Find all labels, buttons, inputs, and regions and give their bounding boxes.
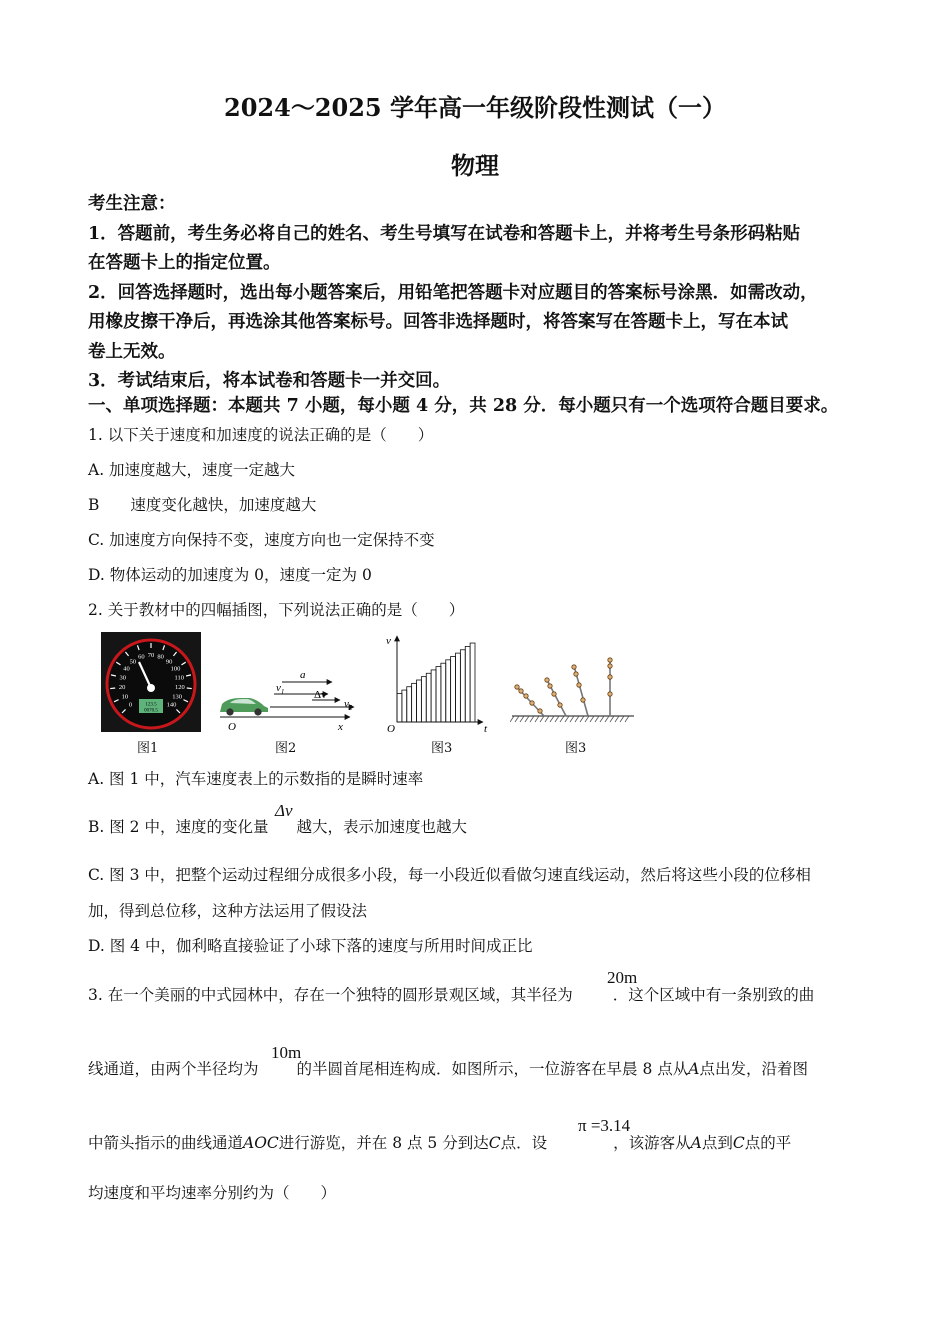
vt-bar [412,683,417,722]
hatch-line [530,716,534,722]
speedometer-tick-label: 60 [138,653,145,661]
vt-bar [431,670,436,722]
q2-option-b-text: B. 图 2 中，速度的变化量 [88,818,269,836]
subject-title: 物理 [451,151,499,180]
q3-text: 中箭头指示的曲线通道 [88,1134,244,1152]
label-v2: $v_2$ [344,698,353,712]
q3-line-4: 均速度和平均速率分别约为（ ） [88,1184,337,1202]
figure-2-velocity-vectors [214,660,364,735]
speedometer-tick-label: 120 [174,684,185,692]
q1-option-c: C. 加速度方向保持不变，速度方向也一定保持不变 [88,531,435,549]
hatch-line [600,716,604,722]
speedometer-tick [110,688,115,689]
hatch-line [545,716,549,722]
q3-line-1 [88,983,878,1007]
speedometer-tick-label: 130 [172,693,183,701]
speedometer-tick-label: 50 [129,658,137,666]
q3-text: 点的平 [744,1134,792,1152]
q3-line-3 [88,1131,878,1155]
q1-option-a: A. 加速度越大，速度一定越大 [88,461,296,479]
q3-text: 点．设 [500,1134,548,1152]
q3-text: 3. 在一个美丽的中式园林中，存在一个独特的圆形景观区域，其半径为 [88,986,573,1004]
car-wheel [254,708,261,715]
q3-text: 点出发，沿着图 [699,1060,808,1078]
figure-4-caption: 图3 [565,741,587,756]
label-a: a [300,669,306,681]
label-v1: $v_1$ [276,682,285,696]
figure-1-caption: 图1 [137,741,159,756]
q2-option-b-text: 越大，表示加速度也越大 [296,818,467,836]
q3-text: 线通道，由两个半径均为 [88,1060,259,1078]
notice-line: 在答题卡上的指定位置。 [88,253,281,273]
path-label: AOC [243,1134,279,1152]
q3-text: 的半圆首尾相连构成．如图所示，一位游客在早晨 8 点从 [296,1060,689,1078]
vt-bar [397,693,402,722]
q3-text: 点到 [701,1134,733,1152]
figure-3-caption: 图3 [431,741,453,756]
hatch-line [610,716,614,722]
hatch-line [540,716,544,722]
notice-line: 卷上无效。 [88,341,176,362]
notice-heading: 考生注意： [88,194,176,214]
q3-text: ．这个区域中有一条别致的曲 [612,986,815,1004]
vt-bar [465,646,470,722]
notice-line: 用橡皮擦干净后，再选涂其他答案标号。回答非选择题时，将答案写在答题卡上，写在本试 [88,312,788,332]
radius-value: 20m [607,968,638,987]
vt-bar [407,687,412,722]
point-a-label: A [688,1060,700,1078]
hatch-line [580,716,584,722]
vt-bar [446,660,451,722]
needle-hub [147,684,155,692]
label-origin: O [387,723,395,735]
speedometer-tick-label: 80 [157,653,164,661]
speedometer-tick-label: 90 [165,658,173,666]
vt-bar [470,643,475,722]
vt-bars [397,643,475,722]
hatch-line [590,716,594,722]
page-title: 2024～2025 学年高一年级阶段性测试（一） [224,93,726,122]
vt-bar [402,690,407,722]
hatch-line [605,716,609,722]
q2-option-c-line1: C. 图 3 中，把整个运动过程细分成很多小段，每一小段近似看做匀速直线运动，然后将这些小段的位移相 [88,866,811,884]
vt-bar [426,673,431,722]
speedometer-tick-label: 30 [119,674,126,682]
speedometer-tick-label: 40 [123,665,130,673]
hatch-line [565,716,569,722]
q1-option-d: D. 物体运动的加速度为 0，速度一定为 0 [88,566,372,584]
label-t: t [484,723,488,735]
balls [515,658,612,713]
q1-option-b: B 速度变化越快，加速度越大 [88,496,317,514]
hatch-line [555,716,559,722]
label-origin: O [228,721,236,733]
hatch-line [510,716,514,722]
q2-option-c-line2: 加，得到总位移，这种方法运用了假设法 [88,902,368,920]
odometer-bottom: 0070.5 [144,708,158,714]
hatch-line [550,716,554,722]
q2-option-a: A. 图 1 中，汽车速度表上的示数指的是瞬时速率 [88,770,424,788]
vt-bar [417,680,422,722]
point-c-label: C [732,1134,745,1152]
vt-bar [421,677,426,722]
q1-stem: 1. 以下关于速度和加速度的说法正确的是（ ） [88,426,434,444]
notice-block [88,190,878,397]
vt-bar [441,663,446,722]
notice-line: 1．答题前，考生务必将自己的姓名、考生号填写在试卷和答题卡上，并将考生号条形码粘贴 [88,223,801,244]
vt-bar [436,667,441,722]
q3-text: ，该游客从 [613,1134,691,1152]
q3-line-2 [88,1057,878,1081]
figure-2-caption: 图2 [275,741,297,756]
pi-value: π =3.14 [578,1116,631,1135]
speedometer-tick-label: 10 [121,693,129,701]
point-c-label: C [488,1134,501,1152]
hatch-line [615,716,619,722]
vt-bar [456,653,461,722]
hatch-line [575,716,579,722]
speedometer-tick-label: 110 [174,674,185,682]
label-x: x [338,721,343,733]
section-heading: 一、单项选择题：本题共 7 小题，每小题 4 分，共 28 分．每小题只有一个选项符合题目要求。 [88,396,839,416]
small-radius-value: 10m [271,1043,302,1062]
speedometer-tick-label: 70 [147,652,155,659]
q2-option-b [88,815,878,839]
car-wheel [226,708,233,715]
label-dv: Δv [314,689,327,701]
figure-4-inclined-planes [510,652,638,730]
speedometer-tick [187,688,192,689]
speedometer-tick-label: 0 [128,701,133,709]
hatch-line [520,716,524,722]
point-a-label: A [690,1134,702,1152]
speedometer-tick-label: 100 [170,665,181,673]
vt-bar [451,656,456,722]
hatch-line [620,716,624,722]
q2-stem: 2. 关于教材中的四幅插图，下列说法正确的是（ ） [88,601,465,619]
q2-option-d: D. 图 4 中，伽利略直接验证了小球下落的速度与所用时间成正比 [88,937,533,955]
label-v: v [386,635,391,647]
notice-line: 3．考试结束后，将本试卷和答题卡一并交回。 [88,371,451,391]
hatch-line [535,716,539,722]
delta-v-symbol: Δv [275,801,293,820]
odometer-top: 123.5 [145,702,157,708]
hatch-line [625,716,629,722]
hatch-line [585,716,589,722]
hatch-line [525,716,529,722]
figure-1-speedometer [101,632,201,732]
hatch-line [595,716,599,722]
ground-hatch [510,716,629,722]
q3-text: 进行游览，并在 8 点 5 分到达 [278,1134,489,1152]
hatch-line [570,716,574,722]
notice-line: 2．回答选择题时，选出每小题答案后，用铅笔把答题卡对应题目的答案标号涂黑．如需改动， [88,282,818,303]
hatch-line [560,716,564,722]
figure-3-vt-graph [383,630,493,735]
speedometer-tick-label: 140 [166,701,177,709]
hatch-line [515,716,519,722]
speedometer-tick-label: 20 [118,684,126,692]
vt-bar [460,650,465,722]
